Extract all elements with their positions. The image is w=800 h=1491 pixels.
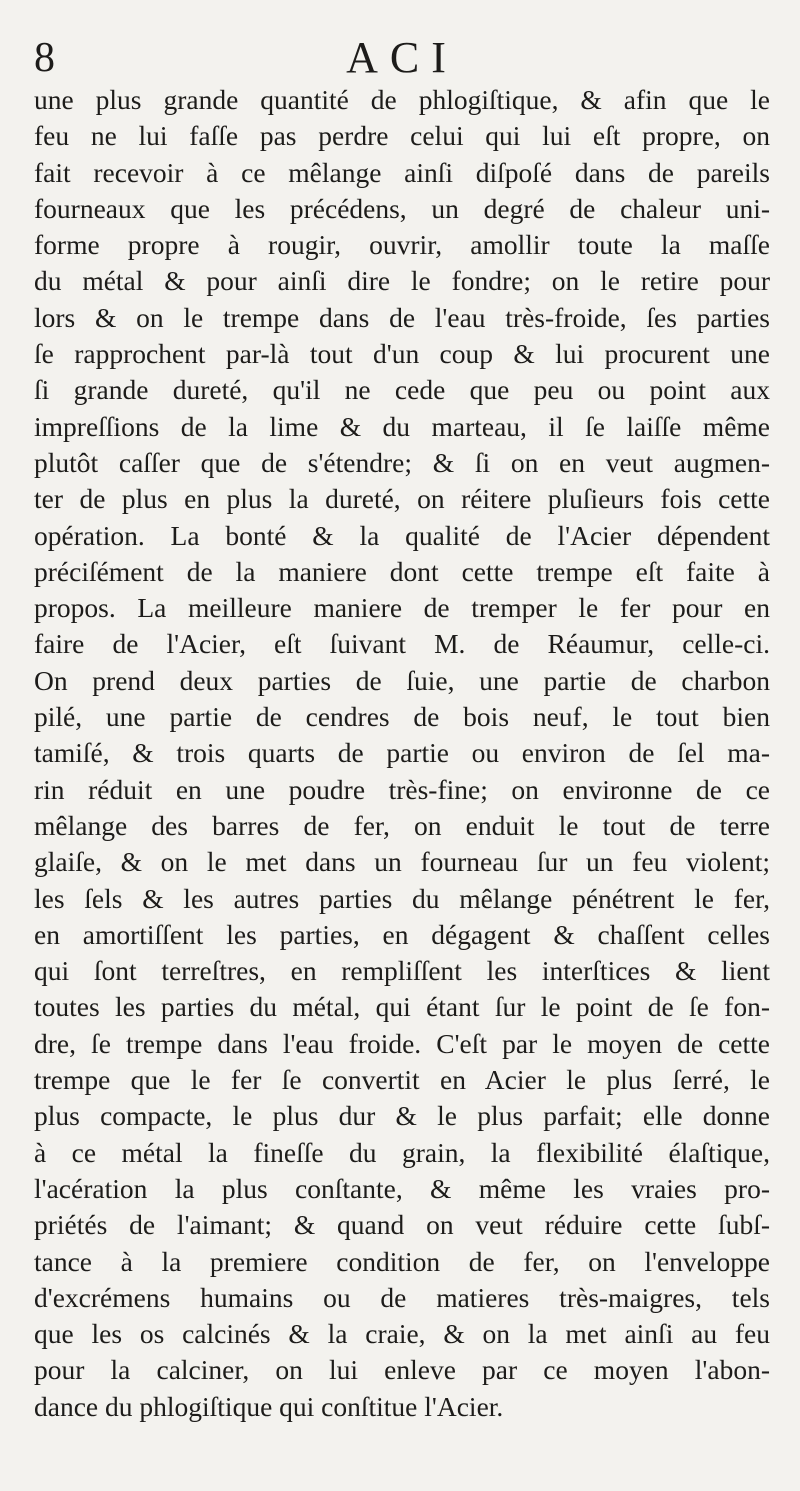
text-line: glaiſe, & on le met dans un fourneau ſur un feu violent; <box>34 846 770 878</box>
text-line: faire de l'Acier, eſt ſuivant M. de Réaumur, celle-ci. <box>34 628 770 660</box>
text-line: tamiſé, & trois quarts de partie ou environ de ſel ma- <box>34 737 770 769</box>
text-line: d'excrémens humains ou de matieres très-maigres, tels <box>34 1281 770 1313</box>
text-line: du métal & pour ainſi dire le fondre; on le retire pour <box>34 265 770 297</box>
text-line: qui ſont terreſtres, en rempliſſent les interſtices & lient <box>34 955 770 987</box>
text-line: une plus grande quantité de phlogiſtique, & afin que le <box>34 84 770 115</box>
page-number: 8 <box>34 35 55 81</box>
text-line: en amortiſſent les parties, en dégagent & chaſſent celles <box>34 918 770 950</box>
text-line: les ſels & les autres parties du mêlange pénétrent le fer, <box>34 882 770 914</box>
text-line: dance du phlogiſtique qui conſtitue l'Acier. <box>34 1390 504 1422</box>
text-line: opération. La bonté & la qualité de l'Acier dépendent <box>34 519 770 551</box>
running-head <box>34 28 770 88</box>
section-title: ACI <box>346 33 458 82</box>
text-line: ſi grande dureté, qu'il ne cede que peu ou point aux <box>34 374 770 406</box>
text-line: mêlange des barres de fer, on enduit le tout de terre <box>34 809 770 841</box>
text-line: pilé, une partie de cendres de bois neuf, le tout bien <box>34 701 770 733</box>
body-text <box>34 82 770 1425</box>
text-line: plus compacte, le plus dur & le plus parfait; elle donne <box>34 1100 770 1132</box>
text-line: tance à la premiere condition de fer, on l'enveloppe <box>34 1245 770 1277</box>
text-line: ter de plus en plus la dureté, on réitere pluſieurs fois cette <box>34 483 770 515</box>
text-line: trempe que le fer ſe convertit en Acier le plus ſerré, le <box>34 1064 770 1096</box>
text-line: plutôt caſſer que de s'étendre; & ſi on en veut augmen- <box>34 446 770 478</box>
text-line: lors & on le trempe dans de l'eau très-froide, ſes parties <box>34 301 770 333</box>
text-line: dre, ſe trempe dans l'eau froide. C'eſt par le moyen de cette <box>34 1027 770 1059</box>
text-line: On prend deux parties de ſuie, une partie de charbon <box>34 664 770 696</box>
text-line: fait recevoir à ce mêlange ainſi diſpoſé dans de pareils <box>34 156 770 188</box>
text-line: pour la calciner, on lui enleve par ce moyen l'abon- <box>34 1354 770 1386</box>
text-line: fourneaux que les précédens, un degré de chaleur uni- <box>34 192 770 224</box>
text-line: l'acération la plus conſtante, & même les vraies pro- <box>34 1172 770 1204</box>
text-line: forme propre à rougir, ouvrir, amollir toute la maſſe <box>34 229 770 261</box>
text-line: propos. La meilleure maniere de tremper le fer pour en <box>34 592 770 624</box>
text-line: ſe rapprochent par-là tout d'un coup & lui procurent une <box>34 338 770 370</box>
text-line: impreſſions de la lime & du marteau, il ſe laiſſe même <box>34 410 770 442</box>
text-line: préciſément de la maniere dont cette trempe eſt faite à <box>34 555 770 587</box>
book-page <box>0 28 800 1491</box>
text-line: à ce métal la fineſſe du grain, la flexibilité élaſtique, <box>34 1136 770 1168</box>
text-line: rin réduit en une poudre très-fine; on environne de ce <box>34 773 770 805</box>
text-line: toutes les parties du métal, qui étant ſur le point de ſe fon- <box>34 991 770 1023</box>
text-line: priétés de l'aimant; & quand on veut réduire cette ſubſ- <box>34 1209 770 1241</box>
text-line: que les os calcinés & la craie, & on la met ainſi au feu <box>34 1318 770 1350</box>
text-line: feu ne lui faſſe pas perdre celui qui lui eſt propre, on <box>34 120 770 152</box>
